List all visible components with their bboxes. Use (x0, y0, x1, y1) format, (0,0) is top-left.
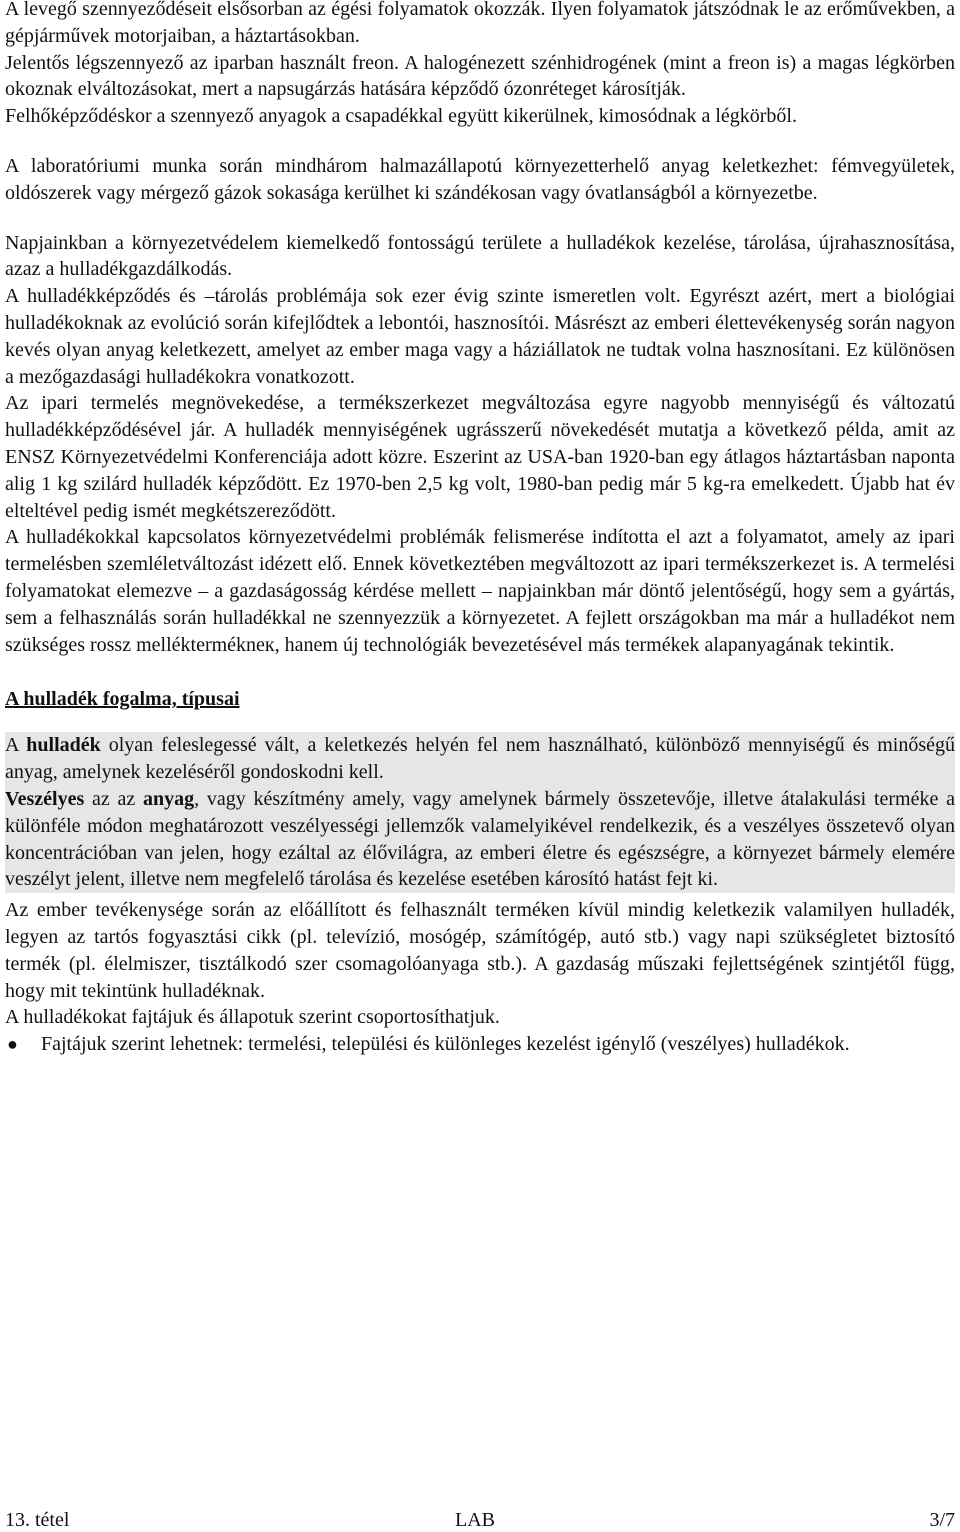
term-material: anyag (143, 787, 195, 810)
list-item: ● Fajtájuk szerint lehetnek: termelési, települési és különleges kezelést igénylő (veszélyes) hulladékok. (5, 1031, 955, 1058)
intro-paragraph-3: Felhőképződéskor a szennyező anyagok a csapadékkal együtt kikerülnek, kimosódnak a légkörből. (5, 105, 797, 128)
lab-paragraph: A laboratóriumi munka során mindhárom halmazállapotú környezetterhelő anyag keletkezhet: fémvegyületek, oldószerek vagy mérgező gázok sokasága kerülhet ki szándékosan vagy óvatlanságból a környezetbe. (5, 154, 955, 204)
after-paragraph-2: A hulladékokat fajtájuk és állapotuk szerint csoportosíthatjuk. (5, 1006, 500, 1029)
hazardous-definition: Veszélyes az az anyag, vagy készítmény amely, vagy amelynek bármely összetevője, illetve átalakulási terméke a különféle módon meghatározott veszélyességi jellemzők valamelyikével rendelkezik, és a veszélyes összetevő olyan koncentrációban van jelen, hogy ezáltal az élővilágra, az emberi életre és egészségre, a környezet bármely elemére veszélyt jelent, illetve nem megfelelő tárolása és kezelése esetében károsító hatást fejt ki. (5, 787, 955, 891)
term-hazardous: Veszélyes (5, 787, 85, 810)
definition-box (5, 732, 955, 893)
bullet-list (5, 1031, 955, 1058)
page-footer (5, 1508, 955, 1532)
waste-paragraph-3: Az ipari termelés megnövekedése, a termékszerkezet megváltozása egyre nagyobb mennyiségű és változatú hulladékképződésével jár. A hulladék mennyiségének ugrásszerű növekedését mutatja a következő példa, amit az ENSZ Környezetvédelmi Konferenciája adott közre. Eszerint az USA-ban 1920-ban egy átlagos háztartásban naponta alig 1 kg szilárd hulladék képződött. Ez 1970-ben 2,5 kg volt, 1980-ban pedig már 5 kg-ra emelkedett. Újabb hat év elteltével pedig ismét megkétszereződött. (5, 392, 955, 522)
intro-paragraph-1: A levegő szennyeződéseit elsősorban az égési folyamatok okozzák. Ilyen folyamatok játszódnak le az erőművekben, a gépjárművek motorjaiban, a háztartásokban. (5, 0, 955, 47)
waste-paragraph-2: A hulladékképződés és –tárolás problémája sok ezer évig szinte ismeretlen volt. Egyrészt azért, mert a biológiai hulladékoknak az evolúció során kifejlődtek a lebontói, hasznosítói. Másrészt az emberi élettevékenység során nagyon kevés olyan anyag keletkezett, amelyet az ember maga vagy a háziállatok ne tudtak volna hasznosítani. Ez különösen a mezőgazdasági hulladékokra vonatkozott. (5, 285, 955, 388)
after-paragraph-1: Az ember tevékenysége során az előállított és felhasznált terméken kívül mindig keletkezik valamilyen hulladék, legyen az tartós fogyasztási cikk (pl. televízió, mosógép, számítógép, autó stb.) vagy napi szükségletet biztosító termék (pl. élelmiszer, tisztálkodó szer csomagolóanyaga stb.). A gazdaság műszaki fejlettségének szintjétől függ, hogy mit tekintünk hulladéknak. (5, 899, 955, 1002)
intro-paragraph-2: Jelentős légszennyező az iparban használt freon. A halogénezett szénhidrogének (mint a freon is) a magas légkörben okoznak elváltozásokat, mert a napsugárzás hatására képződő ózonréteget károsítják. (5, 51, 955, 101)
footer-topic-number: 13. tétel (5, 1509, 70, 1531)
section-heading: A hulladék fogalma, típusai (5, 688, 240, 711)
term-waste: hulladék (26, 734, 101, 757)
bullet-icon: ● (7, 1034, 18, 1055)
waste-paragraph-1: Napjainkban a környezetvédelem kiemelkedő fontosságú területe a hulladékok kezelése, tárolása, újrahasznosítása, azaz a hulladékgazdálkodás. (5, 231, 955, 281)
waste-definition: A hulladék olyan feleslegessé vált, a keletkezés helyén fel nem használható, különböző mennyiségű és minőségű anyag, amelynek kezeléséről gondoskodni kell. (5, 734, 955, 784)
waste-paragraph-4: A hulladékokkal kapcsolatos környezetvédelmi problémák felismerése indította el azt a folyamatot, amely az ipari termelésben szemléletváltozást idézett elő. Ennek következtében megváltozott az ipari termékszerkezet is. A termelési folyamatokat elemezve – a gazdaságosság kérdése mellett – napjainkban már döntő jelentőségű, hogy sem a gyártás, sem a felhasználás során hulladékkal ne szennyezzük a környezetet. A fejlett országokban ma már a hulladékot nem szükséges rossz melléktermékneк, hanem új technológiák bevezetésével más termékek alapanyagának tekintik. (5, 526, 955, 656)
document-page (5, 0, 955, 1058)
footer-subject: LAB (455, 1509, 495, 1531)
footer-page-number: 3/7 (929, 1509, 955, 1531)
